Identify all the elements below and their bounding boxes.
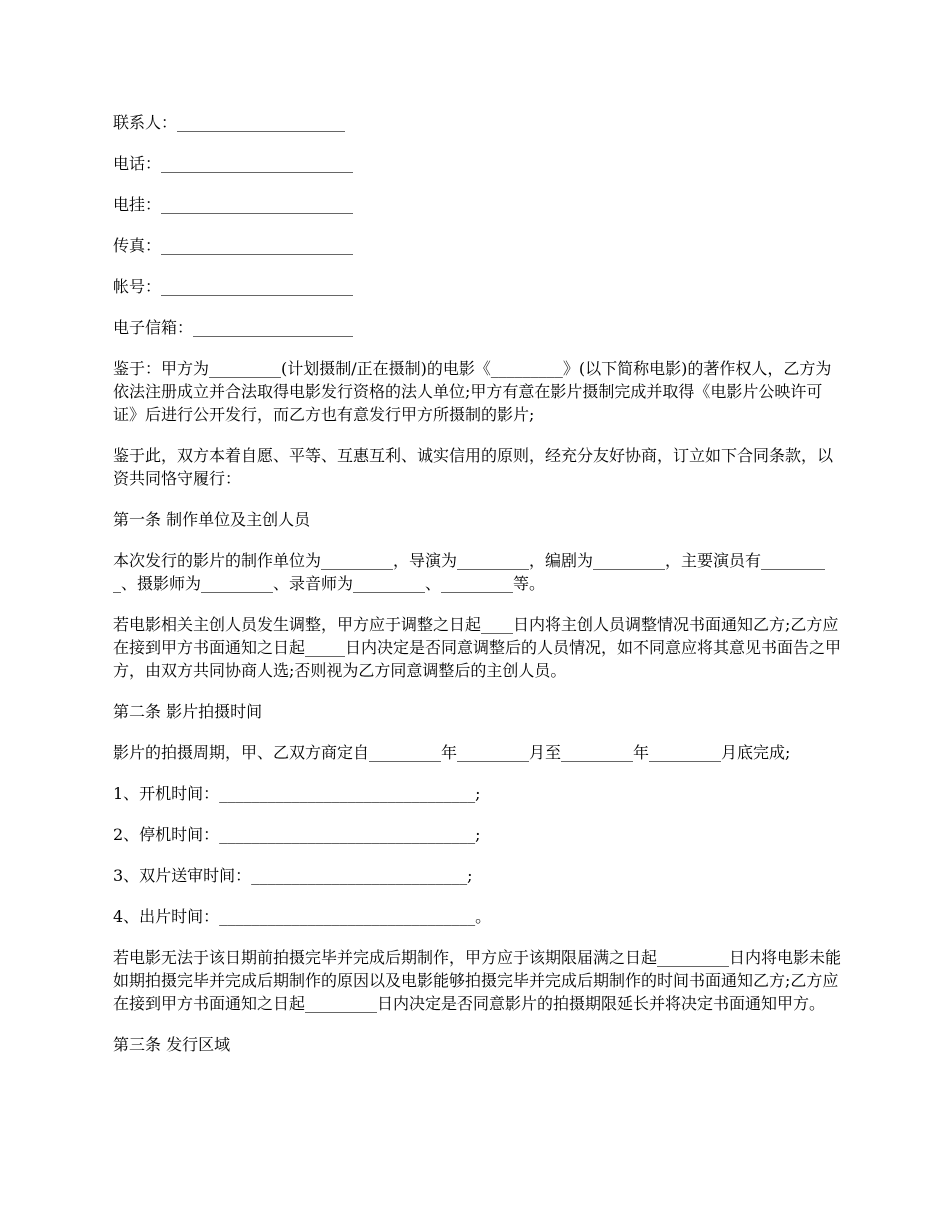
article-1-title: 第一条 制作单位及主创人员 bbox=[113, 510, 311, 529]
phone-field: 电话：________________________ bbox=[113, 154, 354, 173]
article-1-paragraph-2: 若电影相关主创人员发生调整，甲方应于调整之日起____日内将主创人员调整情况书面通知乙方;乙方应在接到甲方书面通知之日起_____日内决定是否同意调整后的人员情况，如不同意应将其意见书面告之甲方，由双方共同协商人选;否则视为乙方同意调整后的主创人员。 bbox=[113, 615, 842, 680]
article-2-item-1: 1、开机时间：________________________________; bbox=[113, 784, 481, 803]
article-1-paragraph-1: 本次发行的影片的制作单位为_________，导演为_________，编剧为_________，主要演员有_________、摄影师为_________、录音师为_________、_________等。 bbox=[113, 551, 826, 593]
contract-page bbox=[113, 111, 843, 1074]
article-2-item-2: 2、停机时间：________________________________; bbox=[113, 825, 481, 844]
article-3-title: 第三条 发行区域 bbox=[113, 1035, 231, 1054]
article-2-paragraph-2: 若电影无法于该日期前拍摄完毕并完成后期制作，甲方应于该期限届满之日起_________日内将电影未能如期拍摄完毕并完成后期制作的原因以及电影能够拍摄完毕并完成后期制作的时间书面通知乙方;乙方应在接到甲方书面通知之日起_________日内决定是否同意影片的拍摄期限延长并将决定书面通知甲方。 bbox=[113, 948, 842, 1013]
recital-paragraph-2: 鉴于此，双方本着自愿、平等、互惠互利、诚实信用的原则，经充分友好协商，订立如下合同条款，以资共同恪守履行： bbox=[113, 446, 834, 488]
fax-field: 传真：________________________ bbox=[113, 236, 354, 255]
article-2-title: 第二条 影片拍摄时间 bbox=[113, 702, 263, 721]
article-2-paragraph-1: 影片的拍摄周期，甲、乙双方商定自_________年_________月至_________年_________月底完成; bbox=[113, 743, 791, 762]
cable-field: 电挂：________________________ bbox=[113, 195, 354, 214]
contact-person-field: 联系人：_____________________ bbox=[113, 113, 346, 132]
article-2-item-4: 4、出片时间：________________________________。 bbox=[113, 907, 492, 926]
article-2-item-3: 3、双片送审时间：___________________________; bbox=[113, 866, 473, 885]
email-field: 电子信箱：____________________ bbox=[113, 318, 354, 337]
recital-paragraph-1: 鉴于：甲方为_________(计划摄制/正在摄制)的电影《_________》(以下简称电影)的著作权人，乙方为依法注册成立并合法取得电影发行资格的法人单位;甲方有意在影片摄制完成并取得《电影片公映许可证》后进行公开发行，而乙方也有意发行甲方所摄制的影片; bbox=[113, 359, 832, 424]
account-field: 帐号：________________________ bbox=[113, 277, 354, 296]
